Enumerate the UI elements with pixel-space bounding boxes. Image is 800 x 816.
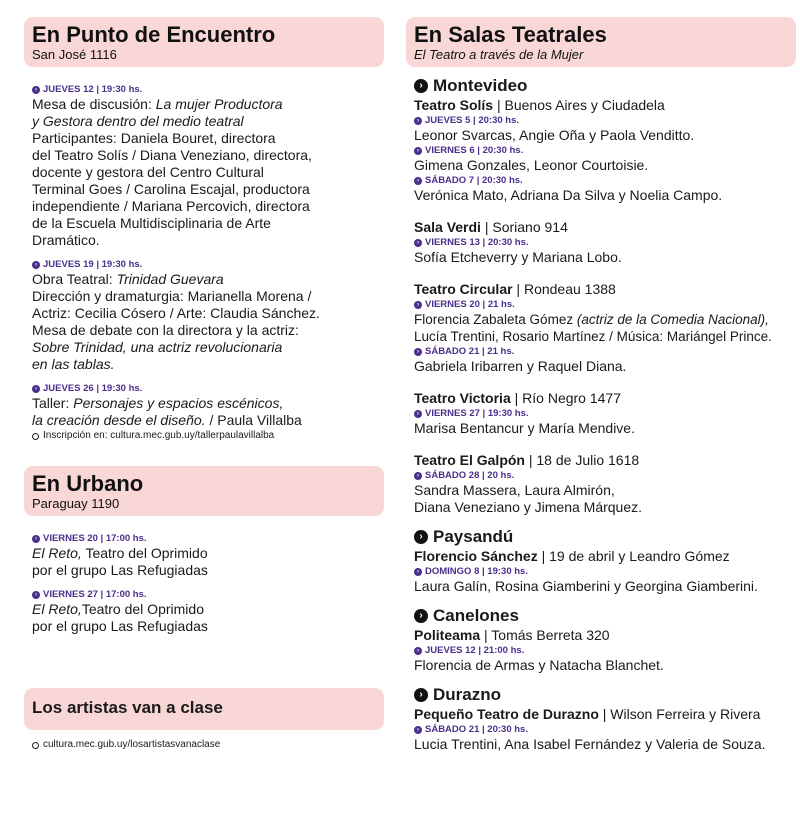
- show-cast: Sandra Massera, Laura Almirón,: [414, 482, 615, 498]
- venue-verdi: [414, 218, 796, 236]
- urbano-header: [24, 466, 384, 516]
- inscription-link[interactable]: [32, 429, 384, 443]
- event-body: del Teatro Solís / Diana Veneziano, directora,: [32, 147, 312, 163]
- show-cast: Verónica Mato, Adriana Da Silva y Noelia Campo.: [414, 187, 723, 203]
- inscription-link-text[interactable]: Inscripción en: cultura.mec.gub.uy/tallerpaulavillalba: [43, 430, 275, 441]
- arrow-icon: ›: [414, 239, 422, 247]
- city-name: Canelones: [433, 606, 519, 625]
- arrow-icon: ›: [32, 535, 40, 543]
- show-date: SÁBADO 21 | 20:30 hs.: [425, 724, 528, 735]
- arrow-icon: ›: [414, 726, 422, 734]
- city-name: Durazno: [433, 685, 501, 704]
- venue-galpon: [414, 451, 796, 469]
- venue-address: | 18 de Julio 1618: [524, 452, 640, 468]
- show-cast: Leonor Svarcas, Angie Oña y Paola Venditto.: [414, 127, 695, 143]
- punto-header: [24, 17, 384, 67]
- urbano-event-2: [24, 588, 384, 635]
- arrow-icon: ›: [32, 86, 40, 94]
- venue-pequeno-teatro: [414, 705, 796, 723]
- arrow-circle-icon: ›: [414, 79, 428, 93]
- show-date: VIERNES 6 | 20:30 hs.: [425, 145, 524, 156]
- event-body: independiente / Mariana Percovich, directora: [32, 198, 310, 214]
- punto-event-3: [24, 382, 384, 443]
- arrow-icon: ›: [414, 472, 422, 480]
- venue-victoria: [414, 389, 796, 407]
- event-type: Mesa de discusión:: [32, 96, 156, 112]
- venue-address: | Río Negro 1477: [510, 390, 622, 406]
- venue-solis: [414, 96, 796, 114]
- venue-name: Teatro Circular: [414, 281, 513, 297]
- event-title: El Reto,: [32, 545, 82, 561]
- event-type: Obra Teatral:: [32, 271, 117, 287]
- arrow-icon: ›: [414, 647, 422, 655]
- city-canelones: [414, 605, 796, 626]
- event-body: Terminal Goes / Carolina Escajal, productora: [32, 181, 310, 197]
- event-date: VIERNES 27 | 17:00 hs.: [43, 589, 147, 600]
- arrow-icon: ›: [414, 568, 422, 576]
- artistas-link-text[interactable]: cultura.mec.gub.uy/losartistasvanaclase: [43, 739, 221, 750]
- artistas-link[interactable]: [32, 738, 384, 752]
- show-cast: Gimena Gonzales, Leonor Courtoisie.: [414, 157, 649, 173]
- arrow-icon: ›: [32, 261, 40, 269]
- artistas-header: [24, 688, 384, 730]
- city-name: Paysandú: [433, 527, 514, 546]
- arrow-icon: ›: [414, 348, 422, 356]
- event-author: / Paula Villalba: [205, 412, 302, 428]
- venue-politeama: [414, 626, 796, 644]
- punto-event-2: [24, 258, 384, 373]
- event-body: por el grupo Las Refugiadas: [32, 618, 208, 634]
- venue-name: Politeama: [414, 627, 481, 643]
- artistas-title: Los artistas van a clase: [32, 698, 223, 717]
- event-body-italic: Sobre Trinidad, una actriz revolucionaria: [32, 339, 283, 355]
- salas-subtitle: El Teatro a través de la Mujer: [414, 47, 584, 62]
- show-cast: Gabriela Iribarren y Raquel Diana.: [414, 358, 627, 374]
- event-date: JUEVES 19 | 19:30 hs.: [43, 259, 143, 270]
- circle-icon: [32, 742, 39, 749]
- venue-address: | Buenos Aires y Ciudadela: [493, 97, 665, 113]
- venue-address: | Wilson Ferreira y Rivera: [598, 706, 761, 722]
- show-cast: Diana Veneziano y Jimena Márquez.: [414, 499, 643, 515]
- show-date: SÁBADO 7 | 20:30 hs.: [425, 175, 523, 186]
- show-date: JUEVES 5 | 20:30 hs.: [425, 115, 520, 126]
- circle-icon: [32, 433, 39, 440]
- arrow-circle-icon: ›: [414, 688, 428, 702]
- punto-title: En Punto de Encuentro: [32, 22, 276, 47]
- event-body: Dirección y dramaturgia: Marianella Morena /: [32, 288, 312, 304]
- event-date: VIERNES 20 | 17:00 hs.: [43, 533, 147, 544]
- city-name: Montevideo: [433, 76, 528, 95]
- venue-circular: [414, 280, 796, 298]
- arrow-icon: ›: [414, 177, 422, 185]
- arrow-icon: ›: [414, 147, 422, 155]
- show-date: VIERNES 20 | 21 hs.: [425, 299, 515, 310]
- event-body: Mesa de debate con la directora y la actriz:: [32, 322, 299, 338]
- show-cast: Florencia Zabaleta Gómez: [414, 312, 577, 327]
- event-body: docente y gestora del Centro Cultural: [32, 164, 264, 180]
- event-title: El Reto,: [32, 601, 82, 617]
- event-body: por el grupo Las Refugiadas: [32, 562, 208, 578]
- event-date: JUEVES 26 | 19:30 hs.: [43, 383, 143, 394]
- venue-address: | 19 de abril y Leandro Gómez: [537, 548, 730, 564]
- city-durazno: [414, 684, 796, 705]
- city-montevideo: [414, 75, 796, 96]
- right-column: [406, 0, 796, 753]
- event-title: Trinidad Guevara: [116, 271, 224, 287]
- show-date: VIERNES 13 | 20:30 hs.: [425, 237, 529, 248]
- show-cast: Laura Galín, Rosina Giamberini y Georgina Giamberini.: [414, 578, 758, 594]
- event-date: JUEVES 12 | 19:30 hs.: [43, 84, 143, 95]
- venue-address: | Soriano 914: [480, 219, 568, 235]
- event-body: Participantes: Daniela Bouret, directora: [32, 130, 276, 146]
- event-title-cont: y Gestora dentro del medio teatral: [32, 113, 244, 129]
- venue-name: Sala Verdi: [414, 219, 481, 235]
- venue-address: | Tomás Berreta 320: [480, 627, 610, 643]
- event-title: La mujer Productora: [155, 96, 283, 112]
- salas-title: En Salas Teatrales: [414, 22, 607, 47]
- event-body: Dramático.: [32, 232, 100, 248]
- city-paysandu: [414, 526, 796, 547]
- punto-address: San José 1116: [32, 47, 117, 62]
- venue-name: Teatro El Galpón: [414, 452, 525, 468]
- arrow-icon: ›: [414, 117, 422, 125]
- event-body-italic: en las tablas.: [32, 356, 115, 372]
- arrow-icon: ›: [414, 410, 422, 418]
- show-cast: Sofía Etcheverry y Mariana Lobo.: [414, 249, 622, 265]
- venue-name: Pequeño Teatro de Durazno: [414, 706, 599, 722]
- punto-event-1: [24, 83, 384, 249]
- show-cast: Marisa Bentancur y María Mendive.: [414, 420, 635, 436]
- venue-name: Teatro Victoria: [414, 390, 511, 406]
- salas-header: [406, 17, 796, 67]
- show-date: SÁBADO 21 | 21 hs.: [425, 346, 515, 357]
- show-date: JUEVES 12 | 21:00 hs.: [425, 645, 525, 656]
- show-cast-note: (actriz de la Comedia Nacional),: [576, 312, 769, 327]
- show-cast: Lucía Trentini, Rosario Martínez / Música: Mariángel Prince.: [414, 329, 772, 344]
- arrow-circle-icon: ›: [414, 530, 428, 544]
- event-title-cont: la creación desde el diseño.: [32, 412, 206, 428]
- arrow-icon: ›: [32, 385, 40, 393]
- show-date: SÁBADO 28 | 20 hs.: [425, 470, 515, 481]
- venue-name: Florencio Sánchez: [414, 548, 538, 564]
- arrow-icon: ›: [414, 301, 422, 309]
- left-column: [24, 0, 384, 752]
- urbano-address: Paraguay 1190: [32, 496, 120, 511]
- urbano-event-1: [24, 532, 384, 579]
- show-cast: Lucia Trentini, Ana Isabel Fernández y Valeria de Souza.: [414, 736, 766, 752]
- event-body: Actriz: Cecilia Cósero / Arte: Claudia Sánchez.: [32, 305, 320, 321]
- event-body: de la Escuela Multidisciplinaria de Arte: [32, 215, 271, 231]
- arrow-circle-icon: ›: [414, 609, 428, 623]
- event-body: Teatro del Oprimido: [81, 545, 208, 561]
- event-type: Taller:: [32, 395, 74, 411]
- venue-address: | Rondeau 1388: [512, 281, 616, 297]
- venue-florencio-sanchez: [414, 547, 796, 565]
- venue-name: Teatro Solís: [414, 97, 494, 113]
- arrow-icon: ›: [32, 591, 40, 599]
- show-date: VIERNES 27 | 19:30 hs.: [425, 408, 529, 419]
- show-cast: Florencia de Armas y Natacha Blanchet.: [414, 657, 664, 673]
- event-body: Teatro del Oprimido: [81, 601, 204, 617]
- urbano-title: En Urbano: [32, 471, 144, 496]
- event-title: Personajes y espacios escénicos,: [73, 395, 284, 411]
- show-date: DOMINGO 8 | 19:30 hs.: [425, 566, 528, 577]
